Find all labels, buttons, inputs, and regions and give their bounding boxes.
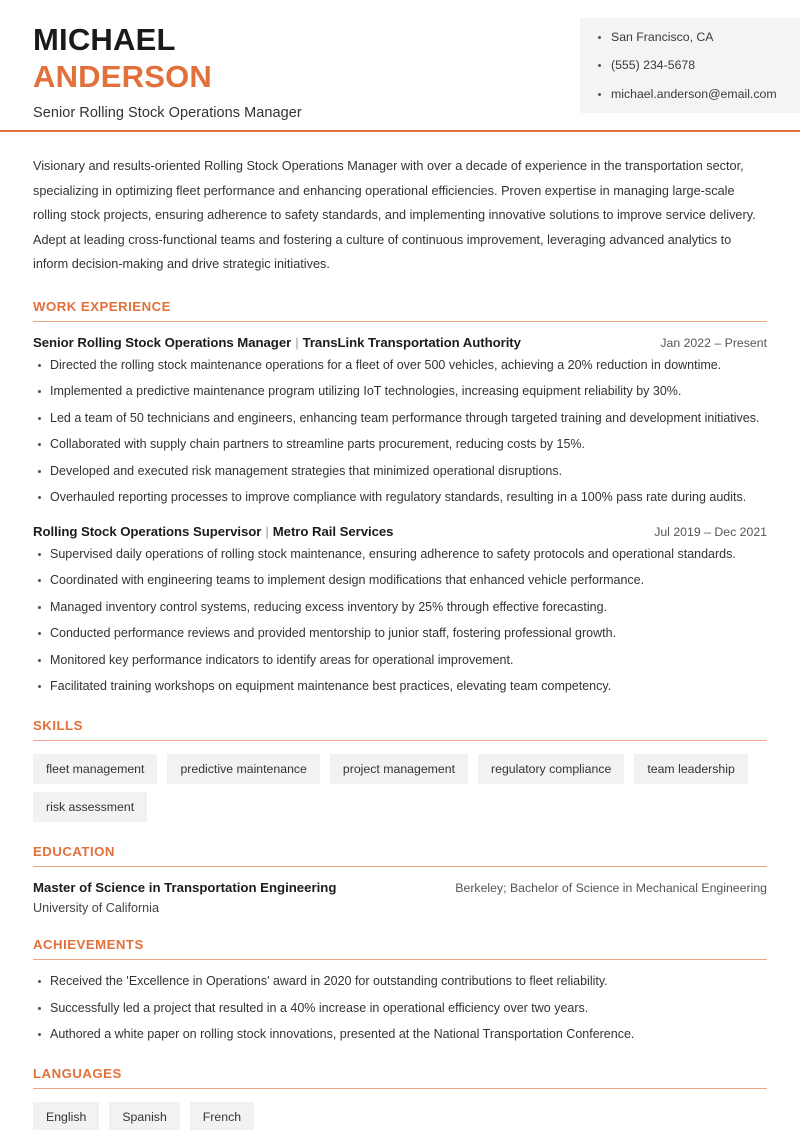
experience-heading [33, 335, 521, 350]
list-item: Authored a white paper on rolling stock innovations, presented at the National Transportation Conference. [33, 1026, 767, 1044]
section-title-achievements: ACHIEVEMENTS [33, 937, 144, 953]
list-item: Conducted performance reviews and provided mentorship to junior staff, fostering professional growth. [33, 625, 767, 643]
education-entry-header [33, 880, 767, 895]
list-item: Successfully led a project that resulted in a 40% increase in operational efficiency over two years. [33, 1000, 767, 1018]
language-chip: English [33, 1102, 99, 1130]
section-title-languages: LANGUAGES [33, 1065, 122, 1081]
experience-bullets [33, 546, 767, 696]
section-languages [33, 1066, 767, 1130]
professional-summary: Visionary and results-oriented Rolling Stock Operations Manager with over a decade of experience in the transportation sector, specializing in optimizing fleet performance and enhancing operational efficiencies. Proven expertise in managing large-scale rolling stock projects, ensuring adherence to safety standards, and implementing innovative solutions to improve service delivery. Adept at leading cross-functional teams and fostering a culture of continuous improvement, leveraging advanced analytics to inform decision-making and drive strategic initiatives. [33, 159, 756, 272]
skill-chip: risk assessment [33, 792, 147, 822]
contact-phone[interactable]: (555) 234-5678 [598, 58, 800, 73]
list-item: Directed the rolling stock maintenance operations for a fleet of over 500 vehicles, achieving a 20% reduction in downtime. [33, 357, 767, 375]
name-block [33, 22, 800, 121]
company-name: Metro Rail Services [272, 523, 394, 539]
company-name: TransLink Transportation Authority [302, 334, 521, 350]
skill-chip: fleet management [33, 754, 157, 784]
section-divider [33, 740, 767, 741]
education-extra: Berkeley; Bachelor of Science in Mechanical Engineering [455, 881, 767, 896]
section-skills [33, 718, 767, 823]
experience-bullets [33, 357, 767, 507]
list-item: Facilitated training workshops on equipment maintenance best practices, elevating team competency. [33, 678, 767, 696]
list-item: Led a team of 50 technicians and engineers, enhancing team performance through targeted training and development initiatives. [33, 410, 767, 428]
list-item: Received the 'Excellence in Operations' award in 2020 for outstanding contributions to fleet reliability. [33, 973, 767, 991]
achievements-list [33, 973, 767, 1044]
job-title: Rolling Stock Operations Supervisor [33, 523, 262, 539]
skill-chip: team leadership [634, 754, 748, 784]
languages-chip-list [33, 1102, 767, 1130]
section-work-experience [33, 299, 767, 696]
experience-entry-header [33, 335, 767, 350]
first-name: MICHAEL [33, 22, 176, 57]
degree-title: Master of Science in Transportation Engineering [33, 880, 337, 896]
school-name: University of California [33, 901, 159, 916]
education-entry [33, 880, 767, 915]
section-divider [33, 959, 767, 960]
language-chip: Spanish [109, 1102, 179, 1130]
section-title-experience: WORK EXPERIENCE [33, 298, 171, 314]
section-divider [33, 1088, 767, 1089]
section-divider [33, 866, 767, 867]
list-item: Managed inventory control systems, reducing excess inventory by 25% through effective forecasting. [33, 599, 767, 617]
contact-location: San Francisco, CA [598, 30, 800, 45]
experience-heading [33, 524, 393, 539]
resume-header [0, 0, 800, 130]
skills-chip-list [33, 754, 767, 823]
skill-chip: regulatory compliance [478, 754, 624, 784]
experience-entry [33, 335, 767, 507]
list-item: Supervised daily operations of rolling stock maintenance, ensuring adherence to safety protocols and operational standards. [33, 546, 767, 564]
section-divider [33, 321, 767, 322]
job-dates: Jul 2019 – Dec 2021 [654, 524, 767, 539]
section-title-skills: SKILLS [33, 717, 83, 733]
section-title-education: EDUCATION [33, 844, 115, 860]
list-item: Developed and executed risk management strategies that minimized operational disruptions. [33, 463, 767, 481]
list-item: Coordinated with engineering teams to implement design modifications that enhanced vehicle performance. [33, 572, 767, 590]
skill-chip: predictive maintenance [167, 754, 319, 784]
job-title: Senior Rolling Stock Operations Manager [33, 334, 292, 350]
job-dates: Jan 2022 – Present [660, 335, 767, 350]
job-separator: | [265, 523, 269, 539]
list-item: Implemented a predictive maintenance program utilizing IoT technologies, increasing equipment reliability by 30%. [33, 383, 767, 401]
last-name: ANDERSON [33, 58, 213, 94]
experience-entry-header [33, 524, 767, 539]
professional-headline: Senior Rolling Stock Operations Manager [33, 105, 302, 122]
list-item: Monitored key performance indicators to identify areas for operational improvement. [33, 652, 767, 670]
list-item: Collaborated with supply chain partners to streamline parts procurement, reducing costs by 15%. [33, 436, 767, 454]
experience-entry [33, 524, 767, 696]
list-item: Overhauled reporting processes to improve compliance with regulatory standards, resulting in a 100% pass rate during audits. [33, 489, 767, 507]
language-chip: French [190, 1102, 254, 1130]
contact-email[interactable]: michael.anderson@email.com [598, 87, 800, 102]
section-education [33, 844, 767, 915]
header-divider [0, 130, 800, 132]
resume-body [0, 154, 800, 1130]
section-achievements [33, 937, 767, 1044]
skill-chip: project management [330, 754, 468, 784]
job-separator: | [295, 334, 299, 350]
